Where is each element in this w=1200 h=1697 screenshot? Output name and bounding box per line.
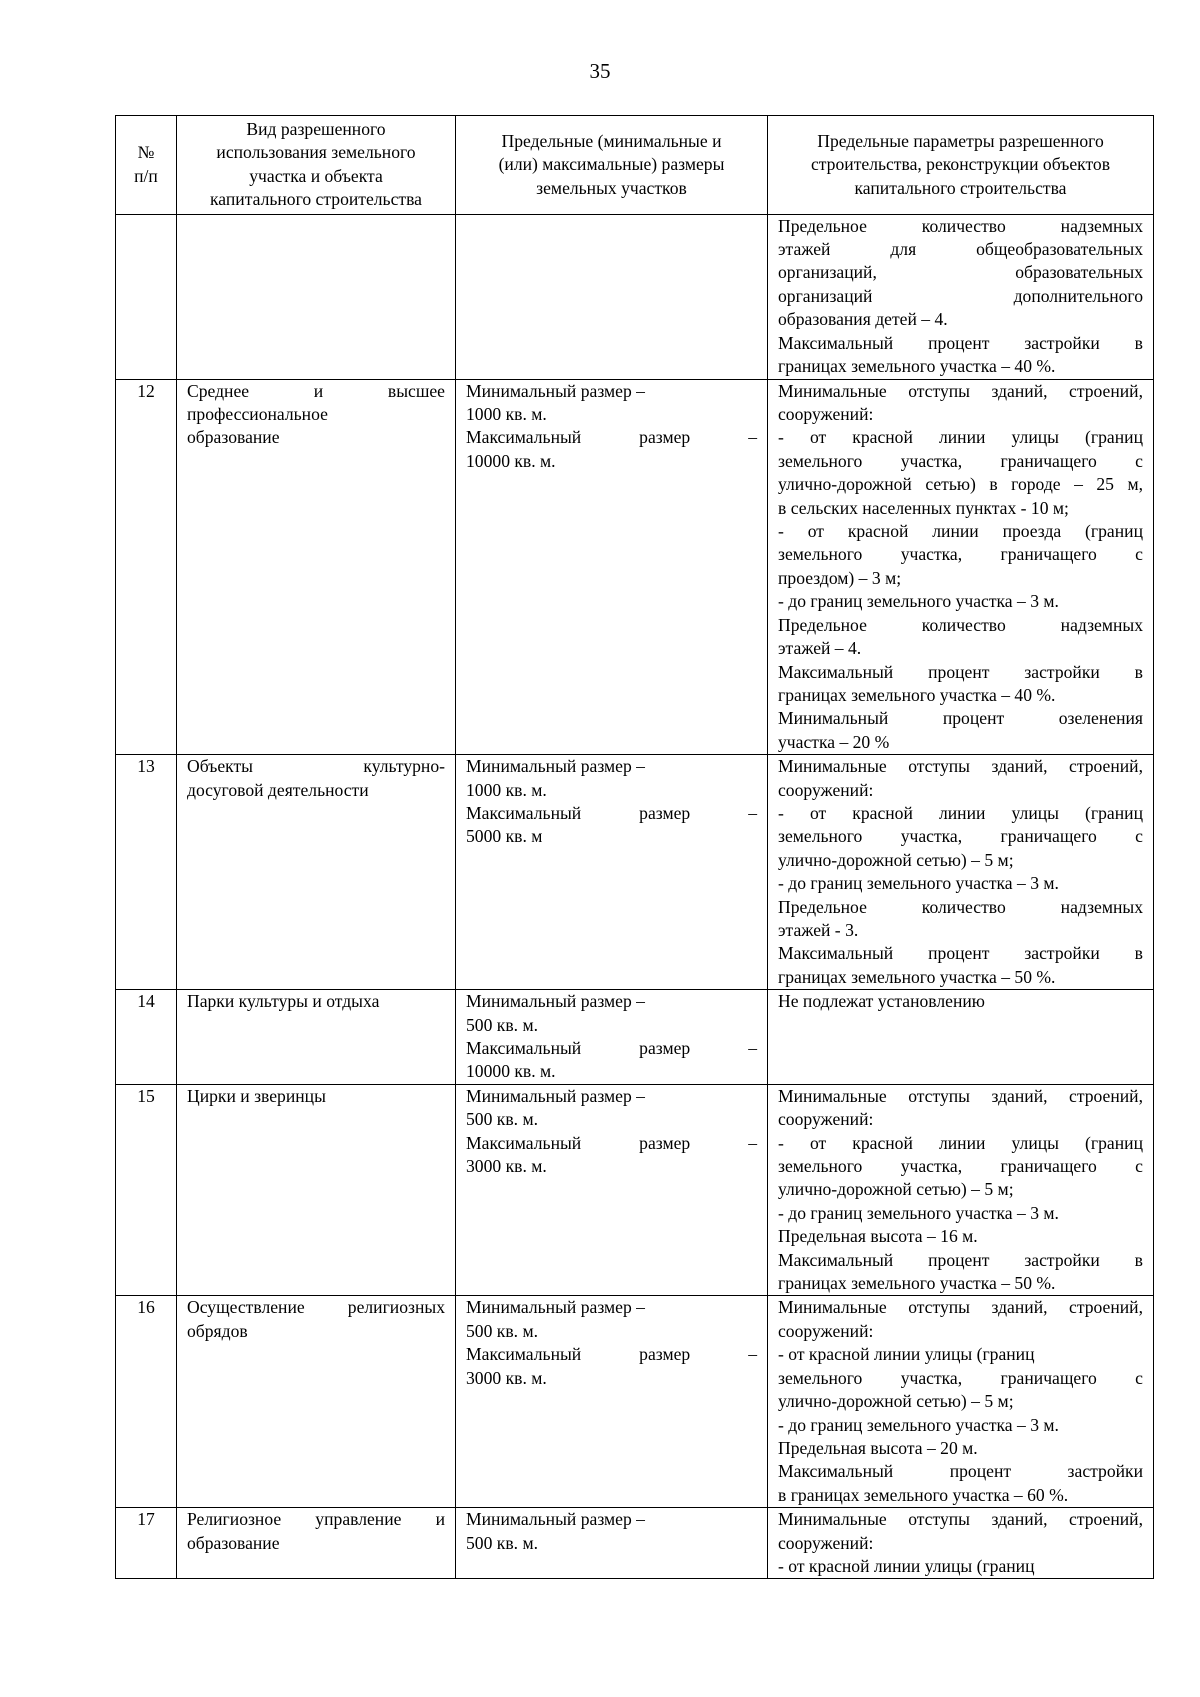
construction-params-line: - от красной линии улицы (границ bbox=[778, 427, 1143, 448]
construction-params-line: Предельное количество надземных bbox=[778, 215, 1143, 236]
construction-params-line: образования детей – 4. bbox=[778, 309, 948, 330]
header-use-type-line: Вид разрешенного bbox=[246, 119, 386, 139]
construction-params-cell bbox=[768, 1508, 1154, 1579]
header-use-type-line: использования земельного bbox=[216, 142, 416, 163]
plot-size-line: Максимальный размер – bbox=[466, 1132, 757, 1153]
construction-params-line: - от красной линии улицы (границ bbox=[778, 802, 1143, 823]
construction-params-line: организаций, образовательных bbox=[778, 262, 1143, 283]
use-type-cell bbox=[177, 1084, 456, 1296]
construction-params-line: в сельских населенных пунктах - 10 м; bbox=[778, 497, 1069, 518]
row-number bbox=[116, 214, 177, 379]
use-type-cell bbox=[177, 1508, 456, 1579]
plot-size-cell bbox=[456, 1508, 768, 1579]
construction-params-line: Предельное количество надземных bbox=[778, 896, 1143, 917]
construction-params-line: сооружений: bbox=[778, 404, 874, 425]
use-type-cell bbox=[177, 990, 456, 1085]
construction-params-line: Предельная высота – 20 м. bbox=[778, 1437, 978, 1458]
row-number: 15 bbox=[116, 1084, 177, 1296]
plot-size-line: Минимальный размер – bbox=[466, 1509, 645, 1530]
construction-params-line: границах земельного участка – 50 %. bbox=[778, 1273, 1056, 1294]
construction-params-line: земельного участка, граничащего с bbox=[778, 450, 1143, 471]
header-construction-params-line: строительства, реконструкции объектов bbox=[810, 154, 1111, 175]
construction-params-cell bbox=[768, 990, 1154, 1085]
construction-params-line: Минимальные отступы зданий, строений, bbox=[778, 756, 1143, 777]
use-type-line: Среднее и высшее bbox=[187, 380, 445, 401]
construction-params-cell bbox=[768, 214, 1154, 379]
construction-params-line: Максимальный процент застройки в bbox=[778, 943, 1143, 964]
header-plot-size bbox=[456, 116, 768, 215]
construction-params-line: проездом) – 3 м; bbox=[778, 567, 902, 588]
construction-params-cell bbox=[768, 1296, 1154, 1508]
header-construction-params-line: Предельные параметры разрешенного bbox=[817, 130, 1104, 151]
construction-params-line: участка – 20 % bbox=[778, 731, 890, 752]
construction-params-line: сооружений: bbox=[778, 1109, 874, 1130]
construction-params-line: - от красной линии улицы (границ bbox=[778, 1132, 1143, 1153]
plot-size-line: Минимальный размер – bbox=[466, 991, 645, 1012]
construction-params-line: земельного участка, граничащего с bbox=[778, 1367, 1143, 1388]
table-row bbox=[116, 1296, 1154, 1508]
plot-size-cell bbox=[456, 214, 768, 379]
table-row bbox=[116, 214, 1154, 379]
construction-params-line: земельного участка, граничащего с bbox=[778, 544, 1143, 565]
construction-params-line: в границах земельного участка – 60 %. bbox=[778, 1484, 1069, 1505]
construction-params-line: Минимальные отступы зданий, строений, bbox=[778, 1297, 1143, 1318]
construction-params-line: земельного участка, граничащего с bbox=[778, 1156, 1143, 1177]
header-num-line: п/п bbox=[134, 165, 158, 186]
use-type-line: Религиозное управление и bbox=[187, 1509, 445, 1530]
construction-params-line: этажей для общеобразовательных bbox=[778, 239, 1143, 260]
row-number: 14 bbox=[116, 990, 177, 1085]
use-type-line: образование bbox=[187, 427, 280, 448]
construction-params-line: организаций дополнительного bbox=[778, 285, 1143, 306]
plot-size-line: 10000 кв. м. bbox=[466, 450, 556, 471]
plot-size-line: Минимальный размер – bbox=[466, 1085, 645, 1106]
plot-size-line: 500 кв. м. bbox=[466, 1109, 538, 1130]
construction-params-line: этажей - 3. bbox=[778, 919, 859, 940]
table-header-row bbox=[116, 116, 1154, 215]
row-number: 17 bbox=[116, 1508, 177, 1579]
plot-size-line: Максимальный размер – bbox=[466, 1038, 757, 1058]
header-use-type-line: участка и объекта bbox=[249, 165, 383, 186]
construction-params-line: земельного участка, граничащего с bbox=[778, 826, 1143, 847]
construction-params-line: Минимальные отступы зданий, строений, bbox=[778, 1085, 1143, 1106]
plot-size-line: 1000 кв. м. bbox=[466, 404, 547, 425]
construction-params-line: Минимальный процент озеленения bbox=[778, 708, 1143, 729]
construction-params-line: улично-дорожной сетью) – 5 м; bbox=[778, 1179, 1014, 1200]
plot-size-line: 500 кв. м. bbox=[466, 1014, 538, 1035]
use-type-line: профессиональное bbox=[187, 404, 328, 425]
construction-params-line: улично-дорожной сетью) – 5 м; bbox=[778, 1391, 1014, 1412]
construction-params-cell bbox=[768, 1084, 1154, 1296]
plot-size-cell bbox=[456, 1296, 768, 1508]
header-num-line: № bbox=[137, 142, 155, 163]
plot-size-cell bbox=[456, 990, 768, 1085]
use-type-line: Осуществление религиозных bbox=[187, 1297, 445, 1318]
construction-params-line: Максимальный процент застройки в bbox=[778, 661, 1143, 682]
plot-size-line: Максимальный размер – bbox=[466, 802, 757, 823]
construction-params-line: - до границ земельного участка – 3 м. bbox=[778, 1202, 1059, 1223]
table-row bbox=[116, 1084, 1154, 1296]
table-row bbox=[116, 755, 1154, 990]
header-use-type bbox=[177, 116, 456, 215]
construction-params-line: Минимальные отступы зданий, строений, bbox=[778, 380, 1143, 401]
construction-params-line: - до границ земельного участка – 3 м. bbox=[778, 591, 1059, 612]
use-type-line: обрядов bbox=[187, 1320, 248, 1341]
plot-size-line: Максимальный размер – bbox=[466, 427, 757, 448]
plot-size-line: Максимальный размер – bbox=[466, 1344, 757, 1365]
plot-size-line: Минимальный размер – bbox=[466, 380, 645, 401]
plot-size-line: 500 кв. м. bbox=[466, 1532, 538, 1553]
header-construction-params bbox=[768, 116, 1154, 215]
plot-size-line: 3000 кв. м. bbox=[466, 1156, 547, 1177]
row-number: 13 bbox=[116, 755, 177, 990]
construction-params-line: сооружений: bbox=[778, 779, 874, 800]
construction-params-line: этажей – 4. bbox=[778, 638, 862, 659]
construction-params-cell bbox=[768, 755, 1154, 990]
header-plot-size-line: Предельные (минимальные и bbox=[501, 130, 722, 151]
construction-params-line: Максимальный процент застройки в bbox=[778, 1249, 1143, 1270]
plot-size-line: 1000 кв. м. bbox=[466, 779, 547, 800]
construction-params-line: Предельное количество надземных bbox=[778, 614, 1143, 635]
construction-params-line: - до границ земельного участка – 3 м. bbox=[778, 1414, 1059, 1435]
header-construction-params-line: капитального строительства bbox=[854, 177, 1067, 198]
header-use-type-line: капитального строительства bbox=[210, 189, 422, 210]
plot-size-line: 3000 кв. м. bbox=[466, 1367, 547, 1388]
table-row bbox=[116, 1508, 1154, 1579]
use-type-line: образование bbox=[187, 1532, 280, 1553]
plot-size-line: Минимальный размер – bbox=[466, 1297, 645, 1318]
header-num bbox=[116, 116, 177, 215]
construction-params-line: Предельная высота – 16 м. bbox=[778, 1226, 978, 1247]
use-type-cell bbox=[177, 1296, 456, 1508]
construction-params-cell bbox=[768, 379, 1154, 755]
construction-params-line: Максимальный процент застройки в bbox=[778, 332, 1143, 353]
construction-params-line: Не подлежат установлению bbox=[778, 991, 985, 1012]
row-number: 16 bbox=[116, 1296, 177, 1508]
construction-params-line: Максимальный процент застройки bbox=[778, 1461, 1143, 1482]
header-plot-size-line: земельных участков bbox=[536, 177, 687, 198]
plot-size-line: 500 кв. м. bbox=[466, 1320, 538, 1341]
table-row bbox=[116, 379, 1154, 755]
plot-size-cell bbox=[456, 755, 768, 990]
page-number: 35 bbox=[589, 59, 611, 83]
construction-params-line: границах земельного участка – 40 %. bbox=[778, 684, 1056, 705]
construction-params-line: Минимальные отступы зданий, строений, bbox=[778, 1509, 1143, 1530]
plot-size-line: 5000 кв. м bbox=[466, 826, 543, 847]
use-type-line: досуговой деятельности bbox=[187, 779, 369, 800]
plot-size-line: Минимальный размер – bbox=[466, 756, 645, 777]
use-type-line: Объекты культурно- bbox=[187, 756, 445, 777]
construction-params-line: - до границ земельного участка – 3 м. bbox=[778, 873, 1059, 894]
construction-params-line: границах земельного участка – 40 %. bbox=[778, 356, 1056, 377]
construction-params-line: улично-дорожной сетью) – 5 м; bbox=[778, 849, 1014, 870]
construction-params-line: - от красной линии улицы (границ bbox=[778, 1555, 1035, 1576]
plot-size-line: 10000 кв. м. bbox=[466, 1061, 556, 1082]
construction-params-line: границах земельного участка – 50 %. bbox=[778, 966, 1056, 987]
construction-params-line: - от красной линии проезда (границ bbox=[778, 521, 1143, 542]
construction-params-line: сооружений: bbox=[778, 1532, 874, 1553]
use-type-cell bbox=[177, 379, 456, 755]
construction-params-line: улично-дорожной сетью) в городе – 25 м, bbox=[778, 474, 1143, 495]
use-type-cell bbox=[177, 214, 456, 379]
header-plot-size-line: (или) максимальные) размеры bbox=[498, 154, 725, 175]
plot-size-cell bbox=[456, 379, 768, 755]
use-type-line: Цирки и зверинцы bbox=[187, 1085, 326, 1106]
use-type-line: Парки культуры и отдыха bbox=[187, 991, 380, 1012]
construction-params-line: - от красной линии улицы (границ bbox=[778, 1344, 1035, 1365]
construction-params-line: сооружений: bbox=[778, 1320, 874, 1341]
row-number: 12 bbox=[116, 379, 177, 755]
table-row bbox=[116, 990, 1154, 1085]
plot-size-cell bbox=[456, 1084, 768, 1296]
use-type-cell bbox=[177, 755, 456, 990]
land-use-regulations-table bbox=[115, 115, 1154, 1579]
